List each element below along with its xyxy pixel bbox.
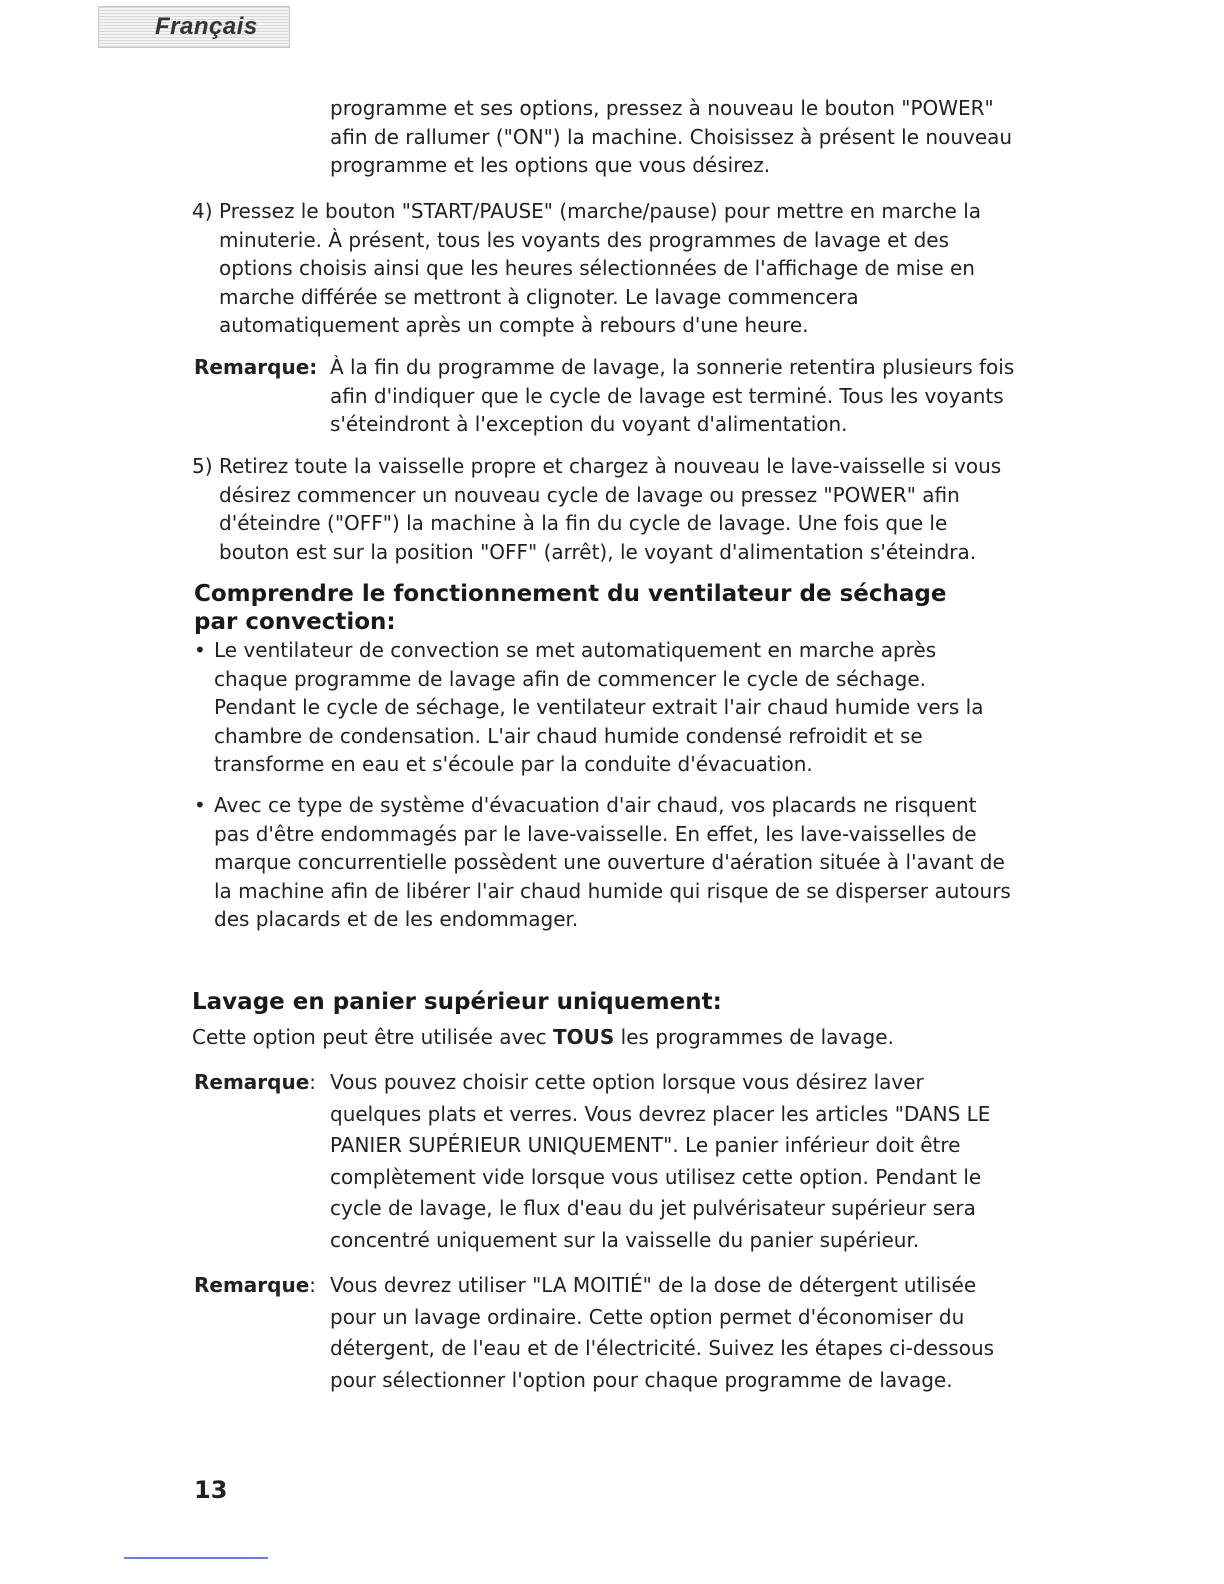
section-2-intro-before: Cette option peut être utilisée avec (192, 1025, 554, 1049)
footer-divider (124, 1557, 268, 1559)
note-2-label-text: Remarque (194, 1070, 310, 1094)
note-3 (194, 1270, 1034, 1400)
intro-continuation: programme et ses options, pressez à nouveau le bouton "POWER" afin de rallumer ("ON") la machine. Choisissez à présent le nouveau programme et les options que vous désirez. (330, 96, 1013, 177)
note-2-text: Vous pouvez choisir cette option lorsque vous désirez laver quelques plats et verres. Vous devrez placer les articles "DANS LE PANIER SUPÉRIEUR UNIQUEMENT". Le panier inférieur doit être complètement vide lorsque vous utilisez cette option. Pendant le cycle de lavage, le flux d'eau du jet pulvérisateur supérieur sera concentré uniquement sur la vaisselle du panier supérieur. (330, 1070, 991, 1252)
section-2-heading: Lavage en panier supérieur uniquement: (192, 989, 722, 1015)
step-4-number: 4) (192, 199, 213, 223)
step-5 (192, 452, 1032, 572)
note-2-label (194, 1067, 316, 1099)
bullet-dot: • (194, 793, 206, 817)
section-2-intro-bold: TOUS (553, 1025, 615, 1049)
step-5-number: 5) (192, 454, 213, 478)
language-tab-label: Français (155, 13, 258, 40)
note-3-text: Vous devrez utiliser "LA MOITIÉ" de la dose de détergent utilisée pour un lavage ordinaire. Cette option permet d'économiser du détergent, de l'eau et de l'électricité. Suivez les étapes ci-dessous pour sélectionner l'option pour chaque programme de lavage. (330, 1273, 995, 1392)
section-1-bullet-1-text: Le ventilateur de convection se met automatiquement en marche après chaque programme de lavage afin de commencer le cycle de séchage. Pendant le cycle de séchage, le ventilateur extrait l'air chaud humide vers la chambre de condensation. L'air chaud humide condensé refroidit et se transforme en eau et s'écoule par la conduite d'évacuation. (214, 638, 984, 776)
step-4 (192, 197, 1032, 342)
note-2 (194, 1067, 1034, 1257)
step-4-text: Pressez le bouton "START/PAUSE" (marche/pause) pour mettre en marche la minuterie. À présent, tous les voyants des programmes de lavage et des options choisis ainsi que les heures sélectionnées de l'affichage de mise en marche différée se mettront à clignoter. Le lavage commencera automatiquement après un compte à rebours d'une heure. (219, 199, 982, 337)
section-2-intro (192, 1023, 1012, 1052)
note-1-label: Remarque: (194, 355, 318, 379)
note-1-text: À la fin du programme de lavage, la sonnerie retentira plusieurs fois afin d'indiquer que le cycle de lavage est terminé. Tous les voyants s'éteindront à l'exception du voyant d'alimentation. (330, 355, 1015, 436)
section-1-bullet-2-text: Avec ce type de système d'évacuation d'air chaud, vos placards ne risquent pas d'être endommagés par le lave-vaisselle. En effet, les lave-vaisselles de marque concurrentielle possèdent une ouverture d'aération située à l'avant de la machine afin de libérer l'air chaud humide qui risque de se disperser autours des placards et de les endommager. (214, 793, 1011, 931)
bullet-dot: • (194, 638, 206, 662)
language-tab (98, 6, 290, 48)
note-2-label-colon: : (309, 1070, 317, 1094)
section-1-bullet-1 (194, 636, 1034, 781)
page-number: 13 (194, 1476, 228, 1504)
section-2-intro-after: les programmes de lavage. (614, 1025, 894, 1049)
note-1 (194, 353, 1034, 443)
section-1-bullet-2 (194, 791, 1034, 936)
section-1-heading: Comprendre le fonctionnement du ventilateur de séchage par convection: (194, 581, 947, 635)
note-3-label-text: Remarque (194, 1273, 310, 1297)
note-3-label (194, 1270, 316, 1302)
step-5-text: Retirez toute la vaisselle propre et chargez à nouveau le lave-vaisselle si vous désirez commencer un nouveau cycle de lavage ou pressez "POWER" afin d'éteindre ("OFF") la machine à la fin du cycle de lavage. Une fois que le bouton est sur la position "OFF" (arrêt), le voyant d'alimentation s'éteindra. (219, 454, 1002, 564)
note-3-label-colon: : (309, 1273, 317, 1297)
